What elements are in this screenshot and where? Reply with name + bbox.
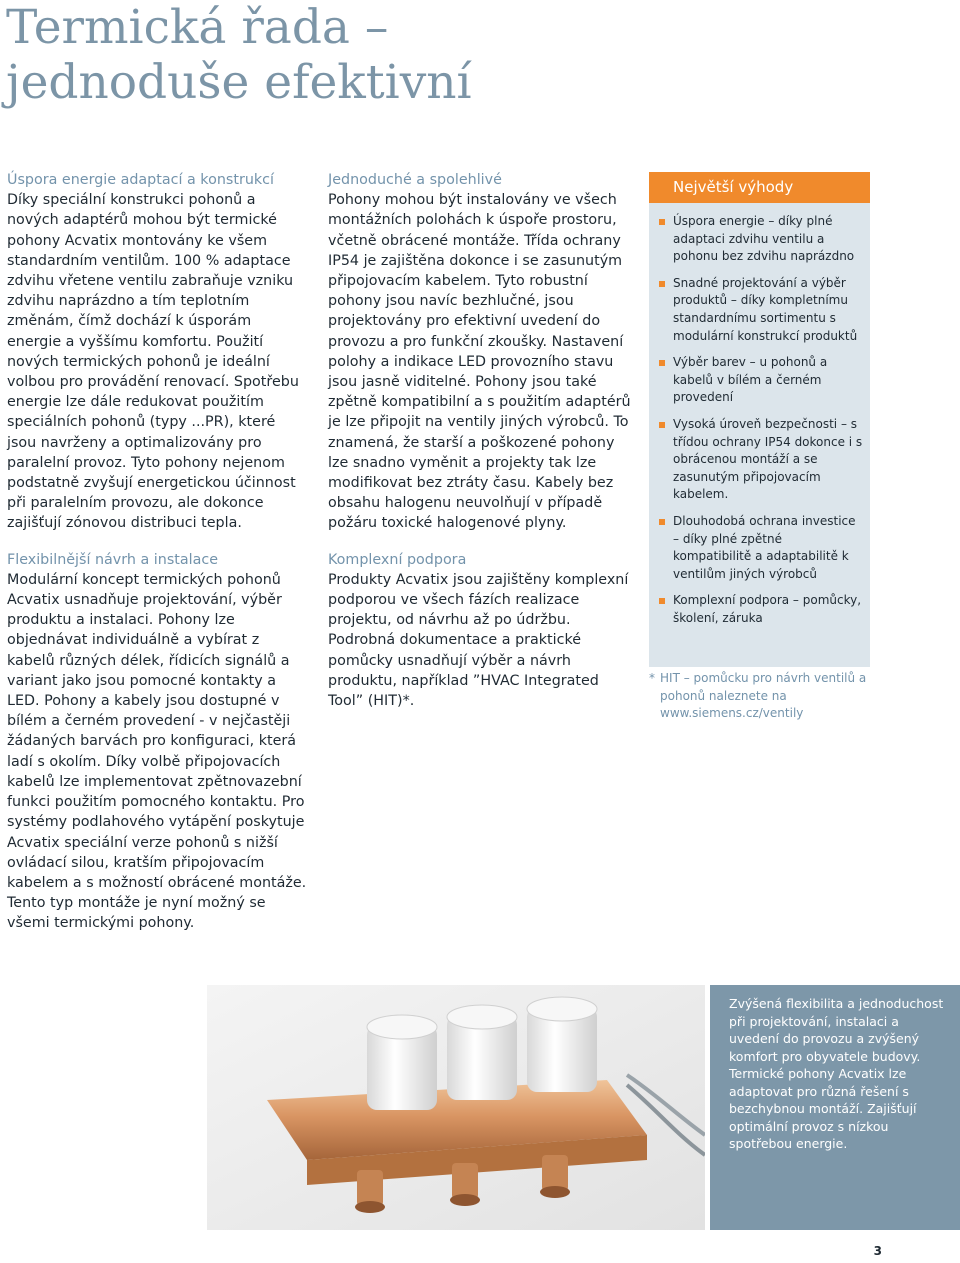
section-body: Díky speciální konstrukci pohonů a nových adaptérů mohou být termické pohony Acvatix montovány ke všem standardním ventilům. 100 % adaptace zdvihu vřetene ventilu zabraňuje vzniku zdvihu naprázdno a tím teplotním změnám, čímž dochází k úsporám energie a vyššímu komfortu. Použití nových termických pohonů je ideální volbou pro provádění renovací. Spotřebu energie lze dále redukovat použitím speciálních pohonů (typy ...PR), které jsou navrženy a optimalizovány pro paralelní provoz. Tyto pohony nejenom podstatně zvyšují energetickou účinnost při paralelním provozu, ale dokonce zajišťují zónovou distribuci tepla. bbox=[7, 192, 299, 532]
manifold-actuators-illustration bbox=[207, 985, 705, 1230]
square-bullet-icon bbox=[659, 360, 665, 366]
page-title bbox=[6, 0, 472, 110]
list-item-text: Úspora energie – díky plné adaptaci zdvihu ventilu a pohonu bez zdvihu naprázdno bbox=[673, 214, 855, 264]
list-item-text: Komplexní podpora – pomůcky, školení, záruka bbox=[673, 593, 862, 625]
left-column bbox=[7, 170, 307, 950]
caption-box bbox=[710, 985, 960, 1230]
advantages-list bbox=[649, 203, 870, 627]
section-body: Pohony mohou být instalovány ve všech montážních polohách k úspoře prostoru, včetně obrácené montáže. Třída ochrany IP54 je zajištěna dokonce i se zasunutým připojovacím kabelem. Tyto robustní pohony jsou navíc bezhlučné, jsou projektovány pro efektivní uvedení do provozu a pro funkční zkoušky. Nastavení polohy a indikace LED provozního stavu jsou jasně viditelné. Pohony jsou také zpětně kompatibilní a s použitím adaptérů je lze připojit na ventily jiných výrobců. To znamená, že starší a poškozené pohony lze snadno vyměnit a projekty tak lze modifikovat bez ztráty času. Kabely bez obsahu halogenu neuvolňují v případě požáru toxické halogenové plyny. bbox=[328, 192, 631, 532]
list-item-text: Vysoká úroveň bezpečnosti – s třídou ochrany IP54 dokonce i s obrácenou montáží a se zasunutým připojovacím kabelem. bbox=[673, 416, 863, 502]
square-bullet-icon bbox=[659, 219, 665, 225]
section-simple-reliable bbox=[328, 170, 633, 534]
list-item bbox=[658, 416, 864, 504]
list-item-text: Výběr barev – u pohonů a kabelů v bílém a černém provedení bbox=[673, 355, 828, 405]
section-heading: Flexibilnější návrh a instalace bbox=[7, 551, 219, 568]
square-bullet-icon bbox=[659, 598, 665, 604]
square-bullet-icon bbox=[659, 422, 665, 428]
section-heading: Úspora energie adaptací a konstrukcí bbox=[7, 172, 274, 188]
advantages-heading: Největší výhody bbox=[649, 172, 870, 203]
list-item bbox=[658, 513, 864, 583]
middle-column bbox=[328, 170, 633, 727]
product-photo bbox=[207, 985, 705, 1230]
section-energy-saving bbox=[7, 170, 307, 534]
footnote-text: HIT – pomůcku pro návrh ventilů a pohonů naleznete na www.siemens.cz/ventily bbox=[660, 671, 867, 721]
section-heading: Jednoduché a spolehlivé bbox=[328, 172, 502, 188]
page-number: 3 bbox=[873, 1244, 882, 1258]
list-item bbox=[658, 275, 864, 345]
section-body: Produkty Acvatix jsou zajištěny komplexní podporou ve všech fázích realizace projektu, od návrhu až po údržbu. Podrobná dokumentace a praktické pomůcky usnadňují výběr a návrh produktu, například ”HVAC Integrated Tool” (HIT)*. bbox=[328, 571, 629, 710]
section-heading: Komplexní podpora bbox=[328, 551, 467, 568]
footnote-star: * bbox=[649, 671, 655, 685]
title-line-2: jednoduše efektivní bbox=[6, 55, 472, 110]
list-item-text: Dlouhodobá ochrana investice – díky plné zpětné kompatibilitě a adaptabilitě k ventilům jiných výrobců bbox=[673, 513, 856, 581]
title-line-1: Termická řada – bbox=[6, 0, 389, 55]
footnote bbox=[649, 670, 870, 723]
list-item bbox=[658, 354, 864, 407]
list-item bbox=[658, 213, 864, 266]
square-bullet-icon bbox=[659, 281, 665, 287]
section-flexible-design bbox=[7, 550, 307, 934]
caption-text: Zvýšená flexibilita a jednoduchost při projektování, instalaci a uvedení do provozu a zvýšený komfort pro obyvatele budovy. Termické pohony Acvatix lze adaptovat pro různá řešení s bezchybnou montáží. Zajišťují optimální provoz s nízkou spotřebou energie. bbox=[729, 996, 944, 1151]
square-bullet-icon bbox=[659, 519, 665, 525]
list-item bbox=[658, 592, 864, 627]
list-item-text: Snadné projektování a výběr produktů – díky kompletnímu standardnímu sortimentu s modulární konstrukcí produktů bbox=[673, 275, 858, 343]
section-complex-support bbox=[328, 550, 633, 712]
section-body: Modulární koncept termických pohonů Acvatix usnadňuje projektování, výběr produktu a instalaci. Pohony lze objednávat individuálně a vybírat z kabelů různých délek, řídicích signálů a variant jako jsou pomocné kontakty a LED. Pohony a kabely jsou dostupné v bílém a černém provedení - v nejčastěji žádaných barvách pro konfiguraci, která ladí s okolím. Díky volbě připojovacích kabelů lze implementovat zpětnovazební funkci použitím pomocného kontaktu. Pro systémy podlahového vytápění poskytuje Acvatix speciální verze pohonů s nižší ovládací silou, kratším připojovacím kabelem a s možností obrácené montáže. Tento typ montáže je nyní možný se všemi termickými pohony. bbox=[7, 571, 307, 932]
advantages-box bbox=[649, 172, 870, 667]
